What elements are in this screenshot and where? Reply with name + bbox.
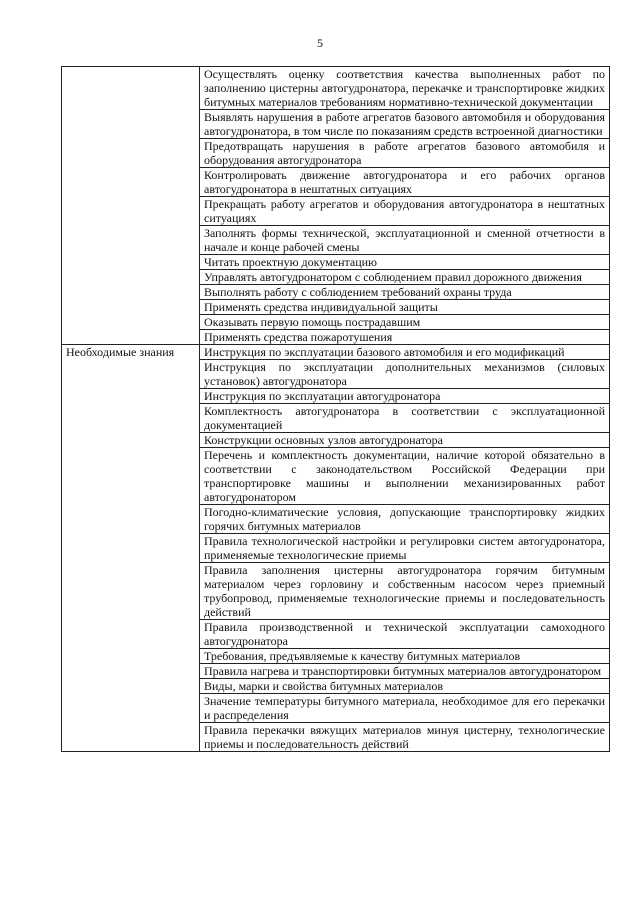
knowledge-item: Перечень и комплектность документации, наличие которой обязательно в соответствии с законодательством Российской Федерации при транспортировке машины и выполнении механизированных работ автогудронатором: [200, 448, 610, 505]
skills-item: Применять средства пожаротушения: [200, 330, 610, 345]
knowledge-item: Инструкция по эксплуатации дополнительных механизмов (силовых установок) автогудронатора: [200, 360, 610, 389]
knowledge-item: Конструкции основных узлов автогудронатора: [200, 433, 610, 448]
knowledge-group-label: Необходимые знания: [62, 345, 200, 752]
skills-group-label: [62, 67, 200, 345]
skills-item: Выявлять нарушения в работе агрегатов базового автомобиля и оборудования автогудронатора, в том числе по показаниям средств встроенной диагностики: [200, 110, 610, 139]
knowledge-item: Правила производственной и технической эксплуатации самоходного автогудронатора: [200, 620, 610, 649]
knowledge-item: Правила нагрева и транспортировки битумных материалов автогудронатором: [200, 664, 610, 679]
page-number: 5: [317, 36, 323, 50]
skills-item: Заполнять формы технической, эксплуатационной и сменной отчетности в начале и конце рабочей смены: [200, 226, 610, 255]
skills-item: Управлять автогудронатором с соблюдением правил дорожного движения: [200, 270, 610, 285]
knowledge-item: Правила технологической настройки и регулировки систем автогудронатора, применяемые технологические приемы: [200, 534, 610, 563]
skills-item: Оказывать первую помощь пострадавшим: [200, 315, 610, 330]
knowledge-item: Значение температуры битумного материала, необходимое для его перекачки и распределения: [200, 694, 610, 723]
skills-item: Контролировать движение автогудронатора и его рабочих органов автогудронатора в нештатных ситуациях: [200, 168, 610, 197]
knowledge-item: Комплектность автогудронатора в соответствии с эксплуатационной документацией: [200, 404, 610, 433]
skills-item: Читать проектную документацию: [200, 255, 610, 270]
knowledge-item: Инструкция по эксплуатации базового автомобиля и его модификаций: [200, 345, 610, 360]
knowledge-item: Требования, предъявляемые к качеству битумных материалов: [200, 649, 610, 664]
skills-item: Осуществлять оценку соответствия качества выполненных работ по заполнению цистерны автогудронатора, перекачке и транспортировке жидких битумных материалов требованиям нормативно-технической документации: [200, 67, 610, 110]
knowledge-item: Погодно-климатические условия, допускающие транспортировку жидких горячих битумных материалов: [200, 505, 610, 534]
skills-item: Выполнять работу с соблюдением требований охраны труда: [200, 285, 610, 300]
knowledge-item: Виды, марки и свойства битумных материалов: [200, 679, 610, 694]
skills-item: Применять средства индивидуальной защиты: [200, 300, 610, 315]
knowledge-item: Инструкция по эксплуатации автогудронатора: [200, 389, 610, 404]
qualification-table: [61, 66, 610, 752]
skills-item: Предотвращать нарушения в работе агрегатов базового автомобиля и оборудования автогудронатора: [200, 139, 610, 168]
skills-row: [62, 67, 610, 110]
knowledge-row: [62, 345, 610, 360]
knowledge-item: Правила перекачки вяжущих материалов минуя цистерну, технологические приемы и последовательность действий: [200, 723, 610, 752]
skills-item: Прекращать работу агрегатов и оборудования автогудронатора в нештатных ситуациях: [200, 197, 610, 226]
knowledge-item: Правила заполнения цистерны автогудронатора горячим битумным материалом через горловину и собственным насосом через приемный трубопровод, применяемые технологические приемы и последовательность действий: [200, 563, 610, 620]
